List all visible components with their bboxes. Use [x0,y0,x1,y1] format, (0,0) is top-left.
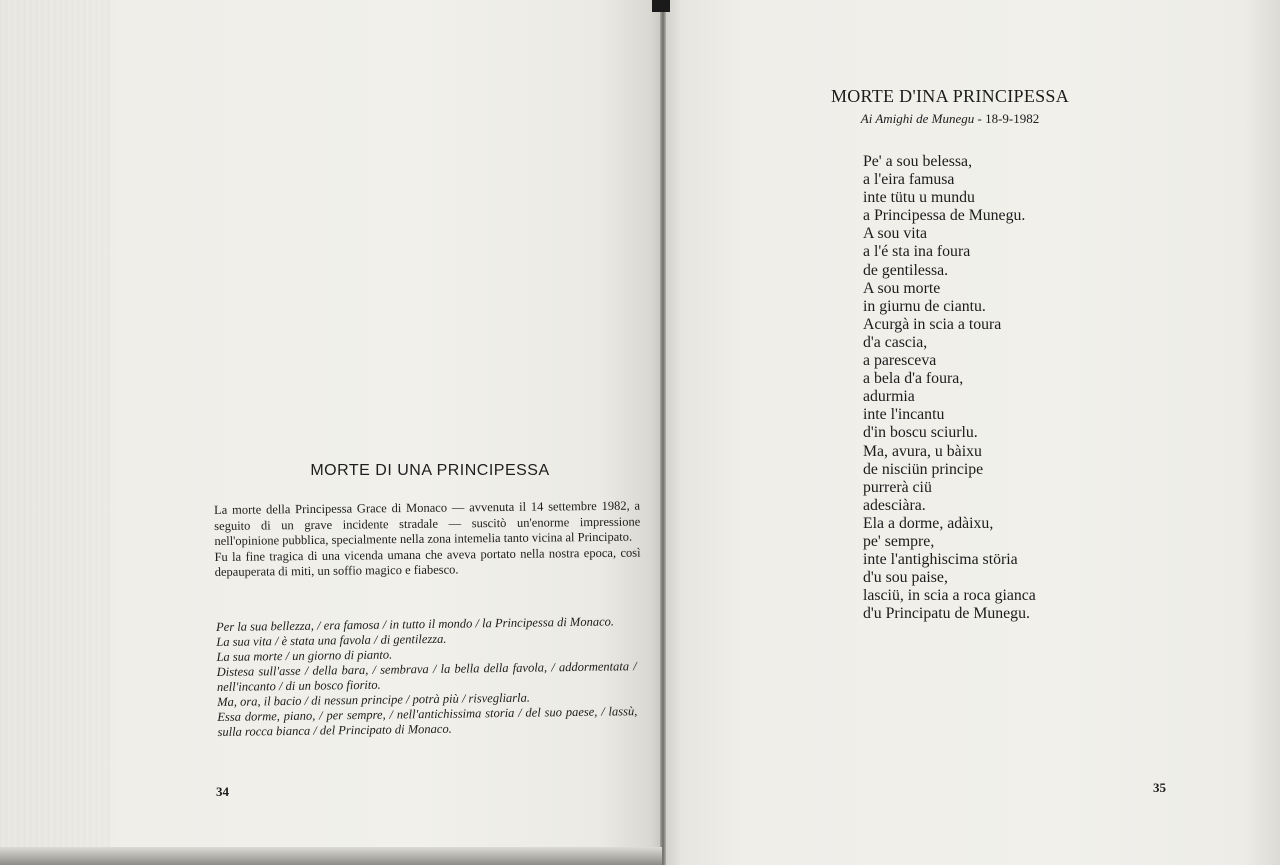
poem-line: a bela d'a foura, [863,370,964,388]
intro-paragraph: La morte della Principessa Grace di Monaco — avvenuta il 14 settembre 1982, a seguito di un grave incidente stradale — suscitò un'enorme impressione nell'opinione pubblica, specialmente nella zona intemelia tanto vicina al Principato. [214,498,641,548]
poem-line: Ma, avura, u bàixu [863,442,982,460]
book-gutter [660,0,666,865]
translation-line: Per la sua bellezza, / era famosa / in tutto il mondo / la Principessa di Monaco. [216,614,615,634]
poem-line: d'u Principatu de Munegu. [863,605,1030,623]
intro-paragraph: Fu la fine tragica di una vicenda umana che aveva portato nella nostra epoca, così depauperata di miti, un soffio magico e fiabesco. [214,545,641,579]
poem-line: lasciü, in scia a roca gianca [863,587,1036,605]
poem-line: Ela a dorme, adàixu, [863,514,994,532]
left-page-title: MORTE DI UNA PRINCIPESSA [310,462,550,479]
poem-line: adurmia [863,388,915,406]
poem-line: a l'é sta ina foura [863,243,971,261]
dedication-text: Ai Amighi de Munegu [860,111,975,126]
poem-line: a l'eira famusa [863,171,955,189]
poem-line: d'a cascia, [863,333,928,351]
poem-line: Acurgà in scia a toura [863,315,1002,333]
dedication-date: - 18-9-1982 [977,111,1040,126]
poem-line: a Principessa de Munegu. [863,207,1026,225]
poem-line: A sou vita [863,225,928,243]
poem-line: adesciàra. [863,496,926,514]
translation-line: Distesa sull'asse / della bara, / sembrava / la bella della favola, / addormentata / nell'incanto / di un bosco fiorito. [216,659,637,694]
translation-line: Essa dorme, piano, / per sempre, / nell'antichissima storia / del suo paese, / lassù, sulla rocca bianca / del Principato di Monaco. [217,704,638,739]
poem-line: pe' sempre, [863,532,935,550]
translation-line: La sua vita / è stata una favola / di gentilezza. [216,631,447,649]
page-number-right: 35 [1153,780,1166,795]
poem-line: purrerà ciü [863,478,932,496]
poem-line: in giurnu de ciantu. [863,297,986,315]
page-stack-edge [0,847,662,865]
poem-line: Pe' a sou belessa, [863,153,973,170]
spine-shadow [652,0,670,12]
poem-line: inte tütu u mundu [863,189,975,207]
translation-line: La sua morte / un giorno di pianto. [216,647,393,664]
dedication-line [800,111,1100,127]
poem-line: de gentilessa. [863,261,949,279]
poem [863,153,1123,623]
poem-line: a paresceva [863,352,937,370]
page-edges [0,0,110,865]
poem-line: A sou morte [863,279,941,297]
poem-line: d'u sou paise, [863,569,948,587]
poem-line: inte l'antighiscima störia [863,551,1018,569]
poem-line: d'in boscu sciurlu. [863,424,978,442]
poem-line: inte l'incantu [863,406,945,424]
right-page-title: MORTE D'INA PRINCIPESSA [830,86,1070,106]
poem-line: de nisciün principe [863,460,984,478]
translation-text [216,614,638,740]
page-number-left: 34 [216,784,229,799]
intro-text [214,499,641,581]
translation-line: Ma, ora, il bacio / di nessun principe / potrà più / risvegliarla. [217,690,531,709]
